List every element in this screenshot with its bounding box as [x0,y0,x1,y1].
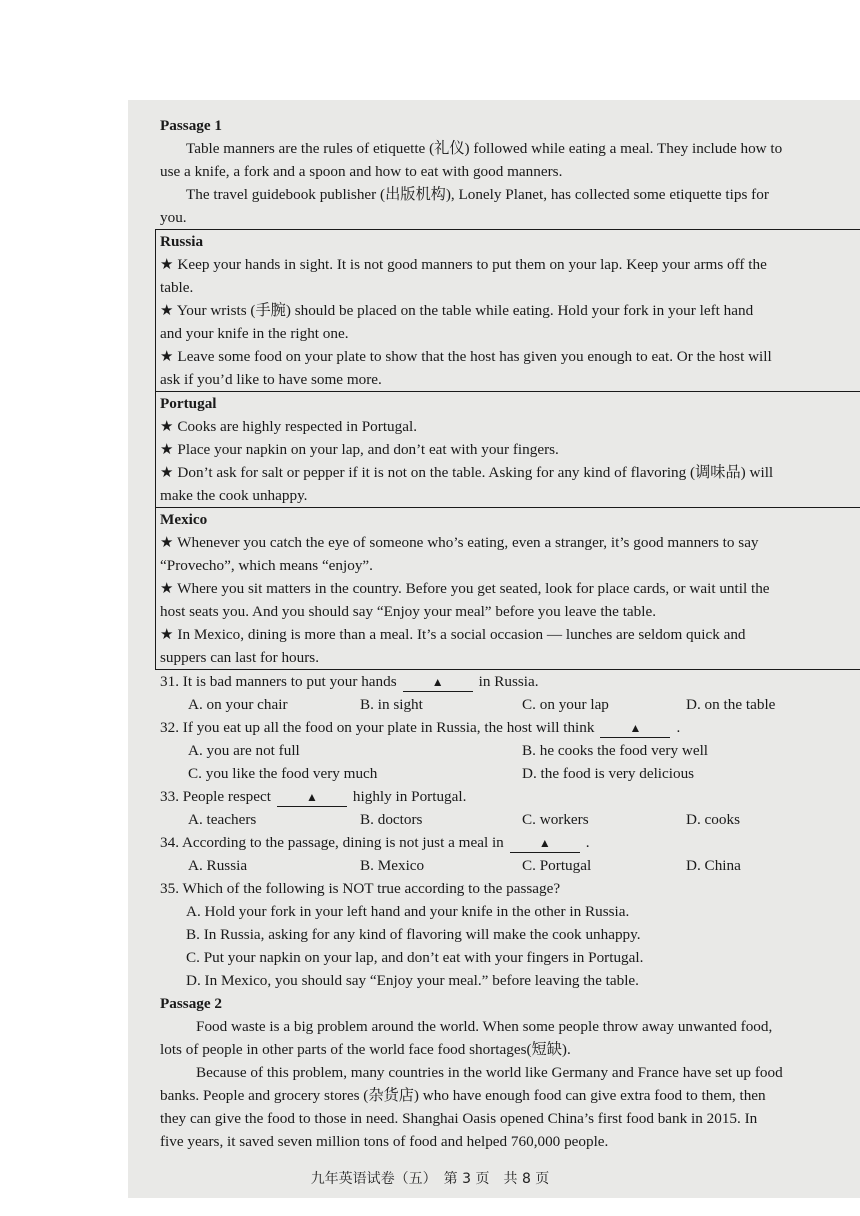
option-b[interactable]: B. doctors [360,811,423,828]
passage-2-line: they can give the food to those in need. Shanghai Oasis opened China’s first food bank in 2015. In [160,1110,758,1127]
question-32 [160,716,860,739]
tip-line: “Provecho”, which means “enjoy”. [160,557,373,574]
option-a[interactable]: A. you are not full [188,742,300,759]
option-c[interactable]: C. workers [522,811,589,828]
option-d[interactable]: D. In Mexico, you should say “Enjoy your meal.” before leaving the table. [186,972,639,989]
option-b[interactable]: B. Mexico [360,857,425,874]
answer-blank[interactable]: ▲ [277,788,347,807]
passage-1-title: Passage 1 [160,117,223,134]
option-c[interactable]: C. on your lap [522,696,609,713]
answer-blank[interactable]: ▲ [600,719,670,738]
question-34-options [160,854,860,877]
option-b[interactable]: B. he cooks the food very well [522,742,709,759]
question-stem-end: . [676,719,681,736]
passage-2-line: banks. People and grocery stores (杂货店) who have enough food can give extra food to them, then [160,1087,766,1104]
country-heading: Portugal [160,395,217,412]
question-stem: 34. According to the passage, dining is not just a meal in [160,834,504,851]
tip-line: ask if you’d like to have some more. [160,371,382,388]
passage-2-line: lots of people in other parts of the world face food shortages(短缺). [160,1041,571,1058]
intro-line: Table manners are the rules of etiquette (礼仪) followed while eating a meal. They include how to [186,140,783,157]
option-a[interactable]: A. Russia [188,857,248,874]
tip-line: make the cook unhappy. [160,487,308,504]
passage-2-line: five years, it saved seven million tons of food and helped 760,000 people. [160,1133,609,1150]
intro-line: use a knife, a fork and a spoon and how to eat with good manners. [160,163,563,180]
tip-line: ★ Your wrists (手腕) should be placed on the table while eating. Hold your fork in your left hand [160,302,754,319]
question-stem: 32. If you eat up all the food on your plate in Russia, the host will think [160,719,595,736]
question-stem: 33. People respect [160,788,271,805]
passage-2-line: Food waste is a big problem around the world. When some people throw away unwanted food, [196,1018,773,1035]
option-c[interactable]: C. Portugal [522,857,592,874]
option-d[interactable]: D. the food is very delicious [522,765,695,782]
option-a[interactable]: A. teachers [188,811,257,828]
question-stem-end: . [585,834,590,851]
option-a[interactable]: A. Hold your fork in your left hand and your knife in the other in Russia. [186,903,630,920]
answer-blank[interactable]: ▲ [510,834,580,853]
option-b[interactable]: B. in sight [360,696,423,713]
tip-line: ★ Where you sit matters in the country. Before you get seated, look for place cards, or wait until the [160,580,770,597]
tip-line: and your knife in the right one. [160,325,349,342]
question-33-options [160,808,860,831]
tip-line: suppers can last for hours. [160,649,320,666]
question-35: 35. Which of the following is NOT true according to the passage? [160,880,561,897]
question-33 [160,785,860,808]
mexico-table-cell [155,508,860,670]
country-heading: Mexico [160,511,208,528]
question-32-options-row-2 [160,762,860,785]
option-a[interactable]: A. on your chair [188,696,288,713]
tip-line: table. [160,279,194,296]
intro-line: The travel guidebook publisher (出版机构), Lonely Planet, has collected some etiquette tips for [186,186,769,203]
option-c[interactable]: C. you like the food very much [188,765,378,782]
question-stem-end: highly in Portugal. [352,788,467,805]
tip-line: ★ Leave some food on your plate to show that the host has given you enough to eat. Or the host will [160,348,772,365]
question-31-options [160,693,860,716]
page-footer: 九年英语试卷（五） 第 3 页 共 8 页 [310,1171,550,1187]
passage-2-line: Because of this problem, many countries in the world like Germany and France have set up food [196,1064,783,1081]
tip-line: ★ Keep your hands in sight. It is not good manners to put them on your lap. Keep your arms off the [160,256,767,273]
option-d[interactable]: D. cooks [686,811,740,828]
passage-2-title: Passage 2 [160,995,223,1012]
question-stem: 31. It is bad manners to put your hands [160,673,397,690]
option-c[interactable]: C. Put your napkin on your lap, and don’t eat with your fingers in Portugal. [186,949,644,966]
option-b[interactable]: B. In Russia, asking for any kind of flavoring will make the cook unhappy. [186,926,641,943]
question-32-options-row-1 [160,739,860,762]
tip-line: ★ Cooks are highly respected in Portugal. [160,418,417,435]
russia-table-cell [155,229,860,392]
tip-line: ★ In Mexico, dining is more than a meal. It’s a social occasion — lunches are seldom quick and [160,626,746,643]
tip-line: ★ Whenever you catch the eye of someone who’s eating, even a stranger, it’s good manners to say [160,534,759,551]
country-heading: Russia [160,233,204,250]
answer-blank[interactable]: ▲ [403,673,473,692]
option-d[interactable]: D. China [686,857,741,874]
tip-line: host seats you. And you should say “Enjoy your meal” before you leave the table. [160,603,657,620]
tip-line: ★ Don’t ask for salt or pepper if it is not on the table. Asking for any kind of flavoring (调味品) will [160,464,774,481]
tip-line: ★ Place your napkin on your lap, and don’t eat with your fingers. [160,441,559,458]
exam-page-content [160,114,860,1153]
question-31 [160,670,860,693]
question-34 [160,831,860,854]
option-d[interactable]: D. on the table [686,696,776,713]
question-stem-end: in Russia. [478,673,539,690]
intro-line: you. [160,209,187,226]
portugal-table-cell [155,392,860,508]
